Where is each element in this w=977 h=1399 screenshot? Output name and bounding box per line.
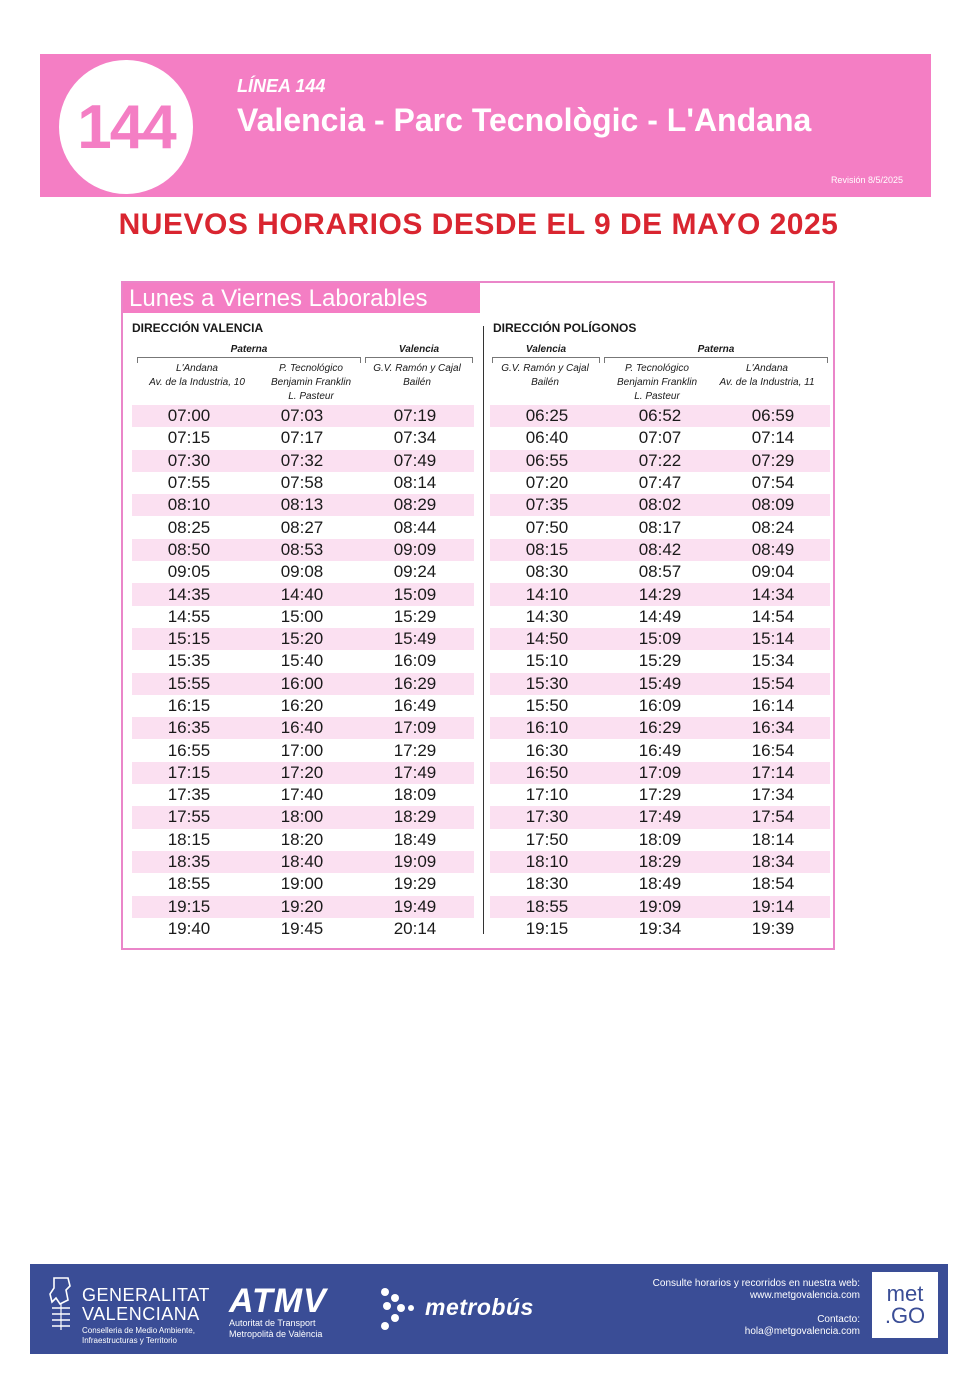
departure-time: 18:40 bbox=[280, 852, 324, 872]
departure-time: 07:30 bbox=[167, 450, 211, 470]
table-row bbox=[132, 673, 474, 695]
table-row bbox=[132, 896, 474, 918]
departure-time: 15:35 bbox=[167, 651, 211, 671]
atmv-logo: ATMV bbox=[229, 1282, 327, 1320]
departure-time: 19:34 bbox=[638, 918, 682, 938]
departure-time: 15:54 bbox=[751, 673, 795, 693]
departure-time: 08:42 bbox=[638, 539, 682, 559]
table-row bbox=[490, 427, 830, 449]
departure-time: 08:25 bbox=[167, 517, 211, 537]
consult-label: Consulte horarios y recorridos en nuestra web: bbox=[652, 1278, 860, 1289]
schedule-title: Lunes a Viernes Laborables bbox=[129, 285, 428, 312]
table-row bbox=[490, 472, 830, 494]
departure-time: 17:35 bbox=[167, 785, 211, 805]
group-label-valencia: Valencia bbox=[525, 344, 567, 355]
departure-time: 07:22 bbox=[638, 450, 682, 470]
departure-time: 18:29 bbox=[393, 807, 437, 827]
schedule-day-tab bbox=[123, 283, 480, 313]
table-row bbox=[132, 918, 474, 940]
table-row bbox=[490, 762, 830, 784]
table-row bbox=[490, 516, 830, 538]
departure-time: 17:10 bbox=[525, 785, 569, 805]
departure-time: 19:39 bbox=[751, 918, 795, 938]
metgo-top: met bbox=[886, 1281, 924, 1306]
departure-time: 07:49 bbox=[393, 450, 437, 470]
departure-time: 19:09 bbox=[638, 896, 682, 916]
departure-time: 16:34 bbox=[751, 718, 795, 738]
generalitat-emblem-icon bbox=[46, 1274, 76, 1332]
departure-time: 17:15 bbox=[167, 762, 211, 782]
departure-time: 15:00 bbox=[280, 606, 324, 626]
departure-time: 17:29 bbox=[638, 785, 682, 805]
departure-time: 17:00 bbox=[280, 740, 324, 760]
departure-time: 07:17 bbox=[280, 428, 324, 448]
table-row bbox=[490, 673, 830, 695]
schedule-announcement: NUEVOS HORARIOS DESDE EL 9 DE MAYO 2025 bbox=[118, 208, 839, 241]
departure-time: 17:14 bbox=[751, 762, 795, 782]
departure-time: 19:00 bbox=[280, 874, 324, 894]
departure-time: 08:53 bbox=[280, 539, 324, 559]
generalitat-name: GENERALITAT VALENCIANA bbox=[82, 1285, 210, 1324]
stop-header: P. Tecnológico Benjamin Franklin L. Pasteur bbox=[270, 363, 352, 402]
departure-time: 17:29 bbox=[393, 740, 437, 760]
generalitat-department: Conselleria de Medio Ambiente, Infraestructuras y Territorio bbox=[82, 1326, 195, 1345]
table-row bbox=[132, 739, 474, 761]
table-row bbox=[132, 851, 474, 873]
departure-time: 16:29 bbox=[393, 673, 437, 693]
departure-time: 14:10 bbox=[525, 584, 569, 604]
stop-header: G.V. Ramón y Cajal Bailén bbox=[373, 363, 461, 388]
departure-time: 16:14 bbox=[751, 696, 795, 715]
departure-time: 07:07 bbox=[638, 428, 682, 448]
departure-time: 17:34 bbox=[751, 785, 795, 805]
departure-time: 15:14 bbox=[751, 629, 795, 649]
departure-time: 14:55 bbox=[167, 606, 211, 626]
departure-time: 08:27 bbox=[280, 517, 324, 537]
departure-time: 15:29 bbox=[638, 651, 682, 671]
departure-time: 17:20 bbox=[280, 762, 324, 782]
table-row bbox=[132, 450, 474, 472]
departure-time: 16:09 bbox=[393, 651, 437, 671]
departure-time: 16:29 bbox=[638, 718, 682, 738]
departure-time: 08:44 bbox=[393, 517, 437, 537]
departure-time: 18:20 bbox=[280, 829, 324, 849]
metrobus-dots-icon bbox=[379, 1286, 415, 1334]
table-row bbox=[132, 539, 474, 561]
departure-time: 07:14 bbox=[751, 428, 795, 448]
departure-time: 08:50 bbox=[167, 539, 211, 559]
route-title: Valencia - Parc Tecnològic - L'Andana bbox=[237, 102, 812, 138]
departure-time: 07:50 bbox=[525, 517, 569, 537]
departure-time: 17:30 bbox=[525, 807, 569, 827]
departure-time: 07:58 bbox=[280, 473, 324, 493]
departure-time: 14:30 bbox=[525, 606, 569, 626]
table-row bbox=[132, 873, 474, 895]
departure-time: 15:15 bbox=[167, 629, 211, 649]
departure-time: 14:50 bbox=[525, 629, 569, 649]
group-label-paterna: Paterna bbox=[230, 344, 268, 355]
departure-time: 07:19 bbox=[393, 406, 437, 426]
table-row bbox=[490, 450, 830, 472]
departure-time: 08:14 bbox=[393, 473, 437, 493]
table-row bbox=[490, 405, 830, 427]
table-row bbox=[490, 739, 830, 761]
departure-time: 17:09 bbox=[393, 718, 437, 738]
group-label-paterna: Paterna bbox=[697, 344, 735, 355]
departure-time: 17:40 bbox=[280, 785, 324, 805]
departure-time: 19:29 bbox=[393, 874, 437, 894]
departure-time: 18:35 bbox=[167, 852, 211, 872]
table-row bbox=[132, 405, 474, 427]
contact-info bbox=[653, 1278, 860, 1338]
departure-time: 07:29 bbox=[751, 450, 795, 470]
departure-time: 08:13 bbox=[280, 495, 324, 515]
departure-time: 15:49 bbox=[393, 629, 437, 649]
departure-time: 08:30 bbox=[525, 562, 569, 582]
table-row bbox=[132, 472, 474, 494]
departure-time: 15:09 bbox=[638, 629, 682, 649]
stop-header: L'Andana Av. de la Industria, 10 bbox=[149, 363, 245, 388]
table-row bbox=[490, 806, 830, 828]
departure-time: 19:15 bbox=[525, 918, 569, 938]
departure-time: 15:55 bbox=[167, 673, 211, 693]
table-row bbox=[490, 873, 830, 895]
departure-time: 19:20 bbox=[280, 896, 324, 916]
direction-divider bbox=[483, 326, 484, 934]
departure-time: 18:49 bbox=[393, 829, 437, 849]
departure-time: 16:55 bbox=[167, 740, 211, 760]
table-row bbox=[132, 561, 474, 583]
departure-time: 14:40 bbox=[280, 584, 324, 604]
departure-time: 09:09 bbox=[393, 539, 437, 559]
departure-time: 17:09 bbox=[638, 762, 682, 782]
departure-time: 07:47 bbox=[638, 473, 682, 493]
table-row bbox=[132, 762, 474, 784]
departure-time: 18:10 bbox=[525, 852, 569, 872]
table-row bbox=[490, 896, 830, 918]
metrobus-logo: metrobús bbox=[425, 1294, 534, 1320]
departure-time: 06:25 bbox=[525, 406, 569, 426]
stop-header: P. Tecnológico Benjamin Franklin L. Pasteur bbox=[616, 363, 698, 402]
departure-time: 08:15 bbox=[525, 539, 569, 559]
departure-time: 17:49 bbox=[393, 762, 437, 782]
departure-time: 16:49 bbox=[393, 696, 437, 715]
departure-time: 08:29 bbox=[393, 495, 437, 515]
table-row bbox=[132, 784, 474, 806]
departure-time: 19:45 bbox=[280, 918, 324, 938]
atmv-subtitle: Autoritat de Transport Metropolità de València bbox=[229, 1318, 323, 1339]
departure-time: 17:55 bbox=[167, 807, 211, 827]
table-row bbox=[490, 784, 830, 806]
schedule-table bbox=[121, 281, 835, 950]
stop-header: L'Andana Av. de la Industria, 11 bbox=[719, 363, 815, 388]
table-row bbox=[490, 628, 830, 650]
departure-time: 18:15 bbox=[167, 829, 211, 849]
departure-time: 18:55 bbox=[167, 874, 211, 894]
direction-poligonos-title: DIRECCIÓN POLÍGONOS bbox=[493, 321, 637, 335]
departure-time: 14:54 bbox=[751, 606, 795, 626]
departure-time: 17:49 bbox=[638, 807, 682, 827]
departure-time: 08:09 bbox=[751, 495, 795, 515]
metgo-bottom: .GO bbox=[884, 1303, 926, 1328]
table-row bbox=[132, 583, 474, 605]
departure-time: 20:14 bbox=[393, 918, 437, 938]
departure-time: 09:24 bbox=[393, 562, 437, 582]
table-row bbox=[490, 829, 830, 851]
table-row bbox=[132, 829, 474, 851]
table-row bbox=[132, 427, 474, 449]
departure-time: 15:20 bbox=[280, 629, 324, 649]
header-band bbox=[40, 54, 931, 197]
departure-time: 19:40 bbox=[167, 918, 211, 938]
table-row bbox=[132, 806, 474, 828]
table-row bbox=[132, 516, 474, 538]
departure-time: 15:34 bbox=[751, 651, 795, 671]
departure-time: 06:55 bbox=[525, 450, 569, 470]
departure-time: 06:59 bbox=[751, 406, 795, 426]
departure-time: 16:10 bbox=[525, 718, 569, 738]
departure-time: 08:24 bbox=[751, 517, 795, 537]
table-row bbox=[490, 695, 830, 717]
departure-time: 18:14 bbox=[751, 829, 795, 849]
contact-label: Contacto: bbox=[817, 1314, 860, 1325]
table-row bbox=[490, 918, 830, 940]
website-link[interactable]: www.metgovalencia.com bbox=[749, 1290, 860, 1301]
email-link[interactable]: hola@metgovalencia.com bbox=[744, 1326, 860, 1337]
departure-time: 06:52 bbox=[638, 406, 682, 426]
departure-time: 16:35 bbox=[167, 718, 211, 738]
departure-time: 14:35 bbox=[167, 584, 211, 604]
departure-time: 07:03 bbox=[280, 406, 324, 426]
departure-time: 07:15 bbox=[167, 428, 211, 448]
departure-time: 16:49 bbox=[638, 740, 682, 760]
departure-time: 17:50 bbox=[525, 829, 569, 849]
departure-time: 16:50 bbox=[525, 762, 569, 782]
table-row bbox=[490, 539, 830, 561]
departure-time: 15:30 bbox=[525, 673, 569, 693]
departure-time: 07:20 bbox=[525, 473, 569, 493]
departure-time: 09:04 bbox=[751, 562, 795, 582]
departure-time: 17:54 bbox=[751, 807, 795, 827]
table-row bbox=[490, 650, 830, 672]
table-row bbox=[490, 494, 830, 516]
departure-time: 07:35 bbox=[525, 495, 569, 515]
table-row bbox=[132, 628, 474, 650]
departure-time: 07:00 bbox=[167, 406, 211, 426]
group-label-valencia: Valencia bbox=[398, 344, 440, 355]
departure-time: 15:10 bbox=[525, 651, 569, 671]
metgo-logo bbox=[872, 1272, 938, 1338]
timetable-valencia bbox=[132, 405, 474, 940]
departure-time: 16:15 bbox=[167, 696, 211, 715]
departure-time: 07:34 bbox=[393, 428, 437, 448]
departure-time: 14:49 bbox=[638, 606, 682, 626]
departure-time: 16:54 bbox=[751, 740, 795, 760]
departure-time: 15:49 bbox=[638, 673, 682, 693]
table-row bbox=[490, 583, 830, 605]
departure-time: 14:34 bbox=[751, 584, 795, 604]
departure-time: 18:55 bbox=[525, 896, 569, 916]
departure-time: 07:55 bbox=[167, 473, 211, 493]
departure-time: 08:02 bbox=[638, 495, 682, 515]
stop-header: G.V. Ramón y Cajal Bailén bbox=[501, 363, 589, 388]
departure-time: 15:40 bbox=[280, 651, 324, 671]
departure-time: 18:09 bbox=[638, 829, 682, 849]
revision-date: Revisión 8/5/2025 bbox=[830, 175, 903, 185]
table-row bbox=[490, 851, 830, 873]
departure-time: 08:49 bbox=[751, 539, 795, 559]
table-row bbox=[132, 717, 474, 739]
departure-time: 08:17 bbox=[638, 517, 682, 537]
departure-time: 19:09 bbox=[393, 852, 437, 872]
departure-time: 19:49 bbox=[393, 896, 437, 916]
line-label: LÍNEA 144 bbox=[237, 76, 326, 96]
departure-time: 19:15 bbox=[167, 896, 211, 916]
departure-time: 09:08 bbox=[280, 562, 324, 582]
departure-time: 16:00 bbox=[280, 673, 324, 693]
table-row bbox=[490, 717, 830, 739]
departure-time: 16:09 bbox=[638, 696, 682, 715]
table-row bbox=[132, 650, 474, 672]
departure-time: 18:30 bbox=[525, 874, 569, 894]
table-row bbox=[132, 695, 474, 717]
departure-time: 16:30 bbox=[525, 740, 569, 760]
departure-time: 08:57 bbox=[638, 562, 682, 582]
departure-time: 15:29 bbox=[393, 606, 437, 626]
line-number: 144 bbox=[77, 92, 175, 162]
table-row bbox=[490, 606, 830, 628]
departure-time: 15:50 bbox=[525, 696, 569, 715]
table-row bbox=[132, 606, 474, 628]
direction-valencia-title: DIRECCIÓN VALENCIA bbox=[132, 321, 264, 335]
departure-time: 18:09 bbox=[393, 785, 437, 805]
footer-band bbox=[30, 1264, 948, 1354]
departure-time: 14:29 bbox=[638, 584, 682, 604]
table-row bbox=[132, 494, 474, 516]
departure-time: 07:54 bbox=[751, 473, 795, 493]
departure-time: 08:10 bbox=[167, 495, 211, 515]
departure-time: 18:00 bbox=[280, 807, 324, 827]
table-row bbox=[490, 561, 830, 583]
departure-time: 19:14 bbox=[751, 896, 795, 916]
departure-time: 16:20 bbox=[280, 696, 324, 715]
departure-time: 18:34 bbox=[751, 852, 795, 872]
departure-time: 16:40 bbox=[280, 718, 324, 738]
departure-time: 15:09 bbox=[393, 584, 437, 604]
line-number-badge bbox=[59, 60, 193, 194]
departure-time: 18:54 bbox=[751, 874, 795, 894]
departure-time: 18:29 bbox=[638, 852, 682, 872]
departure-time: 18:49 bbox=[638, 874, 682, 894]
timetable-poligonos bbox=[490, 405, 830, 940]
departure-time: 06:40 bbox=[525, 428, 569, 448]
departure-time: 07:32 bbox=[280, 450, 324, 470]
departure-time: 09:05 bbox=[167, 562, 211, 582]
